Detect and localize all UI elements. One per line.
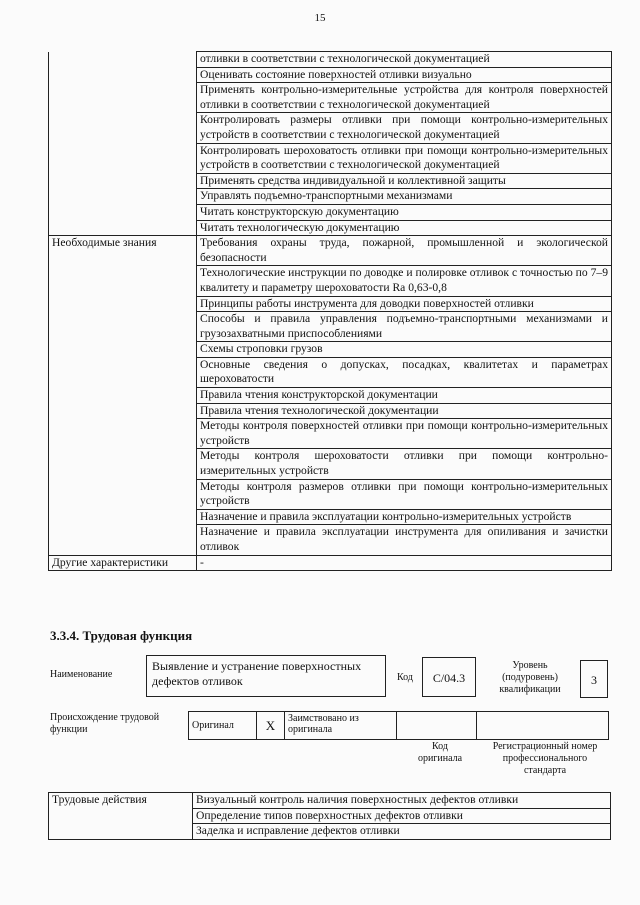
level-value: 3	[591, 673, 597, 687]
skills-knowledge-table	[48, 51, 612, 571]
other-characteristics-label: Другие характеристики	[49, 555, 197, 571]
section-title: 3.3.4. Трудовая функция	[50, 628, 193, 643]
table-row	[49, 793, 611, 809]
origin-reg-caption: Регистрационный номер профессионального стандарта	[492, 741, 598, 776]
original-mark: X	[257, 712, 285, 740]
knowledge-item: Методы контроля размеров отливки при помощи контрольно-измерительных устройств	[197, 479, 612, 509]
knowledge-item: Схемы строповки грузов	[197, 342, 612, 358]
name-label: Наименование	[50, 669, 113, 680]
original-label: Оригинал	[189, 712, 257, 740]
table-row	[49, 555, 612, 571]
level-box	[580, 660, 608, 698]
origin-reg-cell	[477, 712, 609, 740]
skill-item: Контролировать размеры отливки при помощи контрольно-измерительных устройств в соответствии с технологической документацией	[197, 113, 612, 143]
skill-item: Контролировать шероховатость отливки при помощи контрольно-измерительных устройств в соответствии с технологической документацией	[197, 143, 612, 173]
table-row	[49, 236, 612, 266]
knowledge-item: Технологические инструкции по доводке и полировке отливок с точностью по 7–9 квалитету и параметру шероховатости Ra 0,63-0,8	[197, 266, 612, 296]
skill-item: Управлять подъемно-транспортными механизмами	[197, 189, 612, 205]
labor-action-item: Визуальный контроль наличия поверхностных дефектов отливки	[193, 793, 611, 809]
knowledge-item: Методы контроля поверхностей отливки при помощи контрольно-измерительных устройств	[197, 419, 612, 449]
skill-item: Читать конструкторскую документацию	[197, 204, 612, 220]
borrowed-label: Заимствовано из оригинала	[285, 712, 397, 740]
labor-action-item: Заделка и исправление дефектов отливки	[193, 824, 611, 840]
labor-action-item: Определение типов поверхностных дефектов отливки	[193, 808, 611, 824]
knowledge-label: Необходимые знания	[49, 236, 197, 555]
skills-label-cell	[49, 52, 197, 236]
other-characteristics-value: -	[197, 555, 612, 571]
skill-item: Применять контрольно-измерительные устройства для контроля поверхностей отливки в соответствии с технологической документацией	[197, 83, 612, 113]
origin-code-cell	[397, 712, 477, 740]
table-row	[49, 52, 612, 68]
knowledge-item: Основные сведения о допусках, посадках, квалитетах и параметрах шероховатости	[197, 357, 612, 387]
knowledge-item: Методы контроля шероховатости отливки при помощи контрольно-измерительных устройств	[197, 449, 612, 479]
knowledge-item: Принципы работы инструмента для доводки поверхностей отливки	[197, 296, 612, 312]
knowledge-item: Правила чтения технологической документации	[197, 403, 612, 419]
skill-item: Оценивать состояние поверхностей отливки визуально	[197, 67, 612, 83]
skill-item: Читать технологическую документацию	[197, 220, 612, 236]
code-value: С/04.3	[432, 671, 466, 685]
skill-item: отливки в соответствии с технологической документацией	[197, 52, 612, 68]
function-name-box	[146, 655, 386, 697]
code-label: Код	[397, 672, 413, 683]
knowledge-item: Назначение и правила эксплуатации инструмента для опиливания и зачистки отливок	[197, 525, 612, 555]
page-number: 15	[314, 12, 326, 24]
code-box	[422, 657, 476, 697]
knowledge-item: Назначение и правила эксплуатации контрольно-измерительных устройств	[197, 509, 612, 525]
origin-table	[188, 711, 609, 740]
origin-label: Происхождение трудовой функции	[50, 712, 160, 735]
labor-actions-table	[48, 792, 611, 840]
level-label: Уровень (подуровень) квалификации	[499, 660, 561, 695]
skill-item: Применять средства индивидуальной и коллективной защиты	[197, 173, 612, 189]
labor-actions-label: Трудовые действия	[49, 793, 193, 840]
knowledge-item: Правила чтения конструкторской документации	[197, 388, 612, 404]
knowledge-item: Способы и правила управления подъемно-транспортными механизмами и грузозахватными приспособлениями	[197, 312, 612, 342]
function-name-value: Выявление и устранение поверхностных дефектов отливок	[152, 659, 362, 688]
knowledge-item: Требования охраны труда, пожарной, промышленной и экологической безопасности	[197, 236, 612, 266]
origin-code-caption: Код оригинала	[417, 741, 463, 764]
